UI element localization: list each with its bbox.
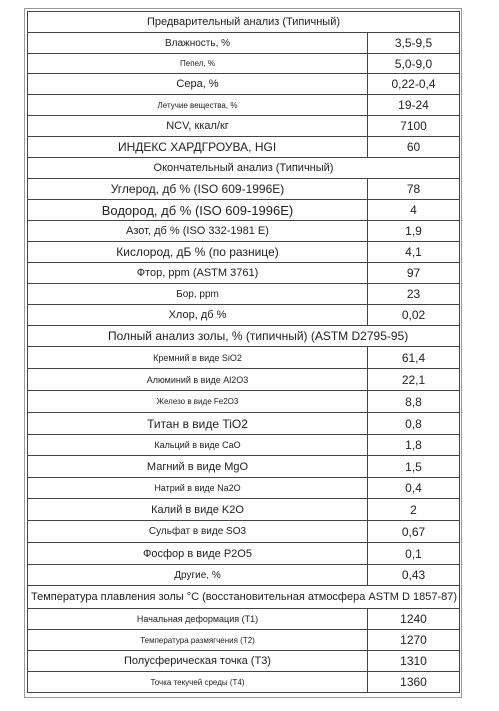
row-value-al2o3: 22,1 — [368, 369, 460, 391]
coal-spec-table — [27, 11, 460, 693]
row-label-so3: Сульфат в виде SO3 — [28, 521, 368, 543]
table-row — [28, 242, 460, 263]
row-label-oxygen: Кислород, дБ % (по разнице) — [28, 242, 368, 263]
row-label-other: Другие, % — [28, 565, 368, 586]
row-value-moisture: 3,5-9,5 — [368, 33, 460, 54]
row-label-hgi: ИНДЕКС ХАРДГРОУВА, HGI — [28, 137, 368, 158]
row-label-k2o: Калий в виде K2O — [28, 499, 368, 521]
row-label-fe2o3: Железо в виде Fe2O3 — [28, 391, 368, 413]
table-row — [28, 179, 460, 200]
row-label-ash-content: Пепел, % — [28, 54, 368, 74]
row-label-volatile: Летучие вещества, % — [28, 95, 368, 116]
row-value-oxygen: 4,1 — [368, 242, 460, 263]
row-label-nitrogen: Азот, дб % (ISO 332-1981 E) — [28, 221, 368, 242]
row-value-other: 0,43 — [368, 565, 460, 586]
table-row — [28, 116, 460, 137]
row-value-sio2: 61,4 — [368, 347, 460, 369]
row-value-t1: 1240 — [368, 609, 460, 630]
row-value-cao: 1,8 — [368, 435, 460, 456]
table-row — [28, 521, 460, 543]
table-row — [28, 609, 460, 630]
row-label-hydrogen: Водород, дб % (ISO 609-1996E) — [28, 200, 368, 221]
row-label-p2o5: Фосфор в виде P2O5 — [28, 543, 368, 565]
table-row — [28, 565, 460, 586]
table-row — [28, 413, 460, 435]
row-value-hydrogen: 4 — [368, 200, 460, 221]
row-value-chlorine: 0,02 — [368, 305, 460, 326]
row-label-t4: Точка текучей среды (T4) — [28, 672, 368, 693]
table-row — [28, 672, 460, 693]
section-title-proximate: Предварительный анализ (Типичный) — [28, 12, 460, 33]
table-row — [28, 435, 460, 456]
row-value-ash-content: 5,0-9,0 — [368, 54, 460, 74]
section-title-fusion: Температура плавления золы °С (восстановительная атмосфера ASTM D 1857-87) — [28, 586, 460, 609]
row-value-t2: 1270 — [368, 630, 460, 651]
row-value-k2o: 2 — [368, 499, 460, 521]
row-label-fluorine: Фтор, ppm (ASTM 3761) — [28, 263, 368, 284]
table-row — [28, 499, 460, 521]
table-row — [28, 369, 460, 391]
table-row — [28, 137, 460, 158]
row-value-na2o: 0,4 — [368, 478, 460, 499]
table-row — [28, 221, 460, 242]
table-row — [28, 95, 460, 116]
row-value-fluorine: 97 — [368, 263, 460, 284]
row-label-t3: Полусферическая точка (T3) — [28, 651, 368, 672]
row-label-t1: Начальная деформация (T1) — [28, 609, 368, 630]
row-label-ncv: NCV, ккал/кг — [28, 116, 368, 137]
row-value-volatile: 19-24 — [368, 95, 460, 116]
row-label-moisture: Влажность, % — [28, 33, 368, 54]
row-value-p2o5: 0,1 — [368, 543, 460, 565]
table-row — [28, 478, 460, 499]
row-value-fe2o3: 8,8 — [368, 391, 460, 413]
table-row — [28, 305, 460, 326]
row-value-mgo: 1,5 — [368, 456, 460, 478]
table-row — [28, 54, 460, 74]
row-value-tio2: 0,8 — [368, 413, 460, 435]
table-row — [28, 456, 460, 478]
row-label-na2o: Натрий в виде Na2O — [28, 478, 368, 499]
table-row — [28, 651, 460, 672]
row-label-sulfur: Сера, % — [28, 74, 368, 95]
section-header-row — [28, 586, 460, 609]
table-row — [28, 200, 460, 221]
row-value-nitrogen: 1,9 — [368, 221, 460, 242]
row-value-so3: 0,67 — [368, 521, 460, 543]
row-label-boron: Бор, ppm — [28, 284, 368, 305]
row-label-mgo: Магний в виде MgO — [28, 456, 368, 478]
row-value-t4: 1360 — [368, 672, 460, 693]
table-row — [28, 74, 460, 95]
table-row — [28, 391, 460, 413]
row-value-t3: 1310 — [368, 651, 460, 672]
table-row — [28, 630, 460, 651]
row-label-carbon: Углерод, дб % (ISO 609-1996E) — [28, 179, 368, 200]
row-label-sio2: Кремний в виде SiO2 — [28, 347, 368, 369]
table-row — [28, 347, 460, 369]
row-value-carbon: 78 — [368, 179, 460, 200]
table-row — [28, 543, 460, 565]
table-row — [28, 284, 460, 305]
section-title-ash: Полный анализ золы, % (типичный) (ASTM D2795-95) — [28, 326, 460, 347]
row-label-chlorine: Хлор, дб % — [28, 305, 368, 326]
row-value-sulfur: 0,22-0,4 — [368, 74, 460, 95]
section-title-ultimate: Окончательный анализ (Типичный) — [28, 158, 460, 179]
table-row — [28, 263, 460, 284]
row-label-tio2: Титан в виде TiO2 — [28, 413, 368, 435]
row-value-ncv: 7100 — [368, 116, 460, 137]
row-label-t2: Температура размягчения (T2) — [28, 630, 368, 651]
row-value-boron: 23 — [368, 284, 460, 305]
section-header-row — [28, 12, 460, 33]
section-header-row — [28, 158, 460, 179]
section-header-row — [28, 326, 460, 347]
row-label-al2o3: Алюминий в виде Al2O3 — [28, 369, 368, 391]
table-row — [28, 33, 460, 54]
row-value-hgi: 60 — [368, 137, 460, 158]
row-label-cao: Кальций в виде CaO — [28, 435, 368, 456]
